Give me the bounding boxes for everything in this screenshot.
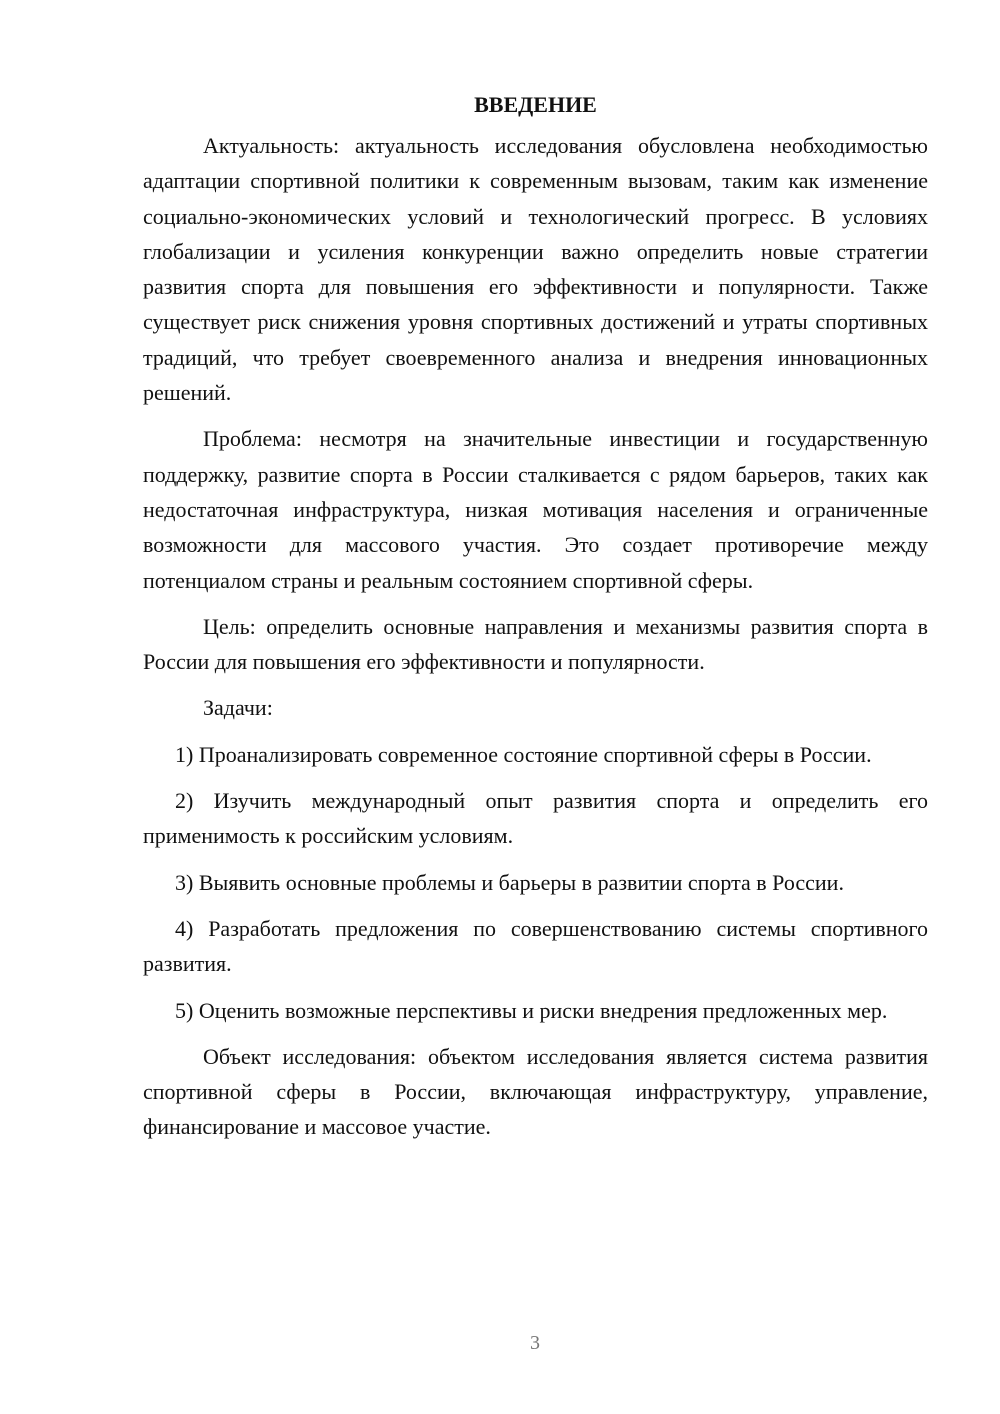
- page-number: 3: [530, 1332, 540, 1354]
- document-page: [143, 90, 928, 1156]
- relevance-paragraph: Актуальность: актуальность исследования обусловлена необходимостью адаптации спортивной политики к современным вызовам, таким как изменение социально-экономических условий и технологический прогресс. В условиях глобализации и усиления конкуренции важно определить новые стратегии развития спорта для повышения его эффективности и популярности. Также существует риск снижения уровня спортивных достижений и утраты спортивных традиций, что требует своевременного анализа и внедрения инновационных решений.: [143, 133, 928, 406]
- section-title: ВВЕДЕНИЕ: [474, 92, 597, 117]
- goal-paragraph: Цель: определить основные направления и механизмы развития спорта в России для повышения его эффективности и популярности.: [143, 613, 928, 675]
- object-paragraph: Объект исследования: объектом исследования является система развития спортивной сферы в России, включающая инфраструктуру, управление, финансирование и массовое участие.: [143, 1043, 928, 1140]
- task-item: 4) Разработать предложения по совершенствованию системы спортивного развития.: [143, 915, 928, 977]
- task-item: 1) Проанализировать современное состояние спортивной сферы в России.: [175, 741, 872, 767]
- task-item: 5) Оценить возможные перспективы и риски внедрения предложенных мер.: [175, 997, 888, 1023]
- task-item: 2) Изучить международный опыт развития спорта и определить его применимость к российским условиям.: [143, 788, 928, 849]
- tasks-heading: Задачи:: [203, 695, 273, 721]
- task-item: 3) Выявить основные проблемы и барьеры в развитии спорта в России.: [175, 869, 844, 895]
- problem-paragraph: Проблема: несмотря на значительные инвестиции и государственную поддержку, развитие спорта в России сталкивается с рядом барьеров, таких как недостаточная инфраструктура, низкая мотивация населения и ограниченные возможности для массового участия. Это создает противоречие между потенциалом страны и реальным состоянием спортивной сферы.: [143, 426, 928, 593]
